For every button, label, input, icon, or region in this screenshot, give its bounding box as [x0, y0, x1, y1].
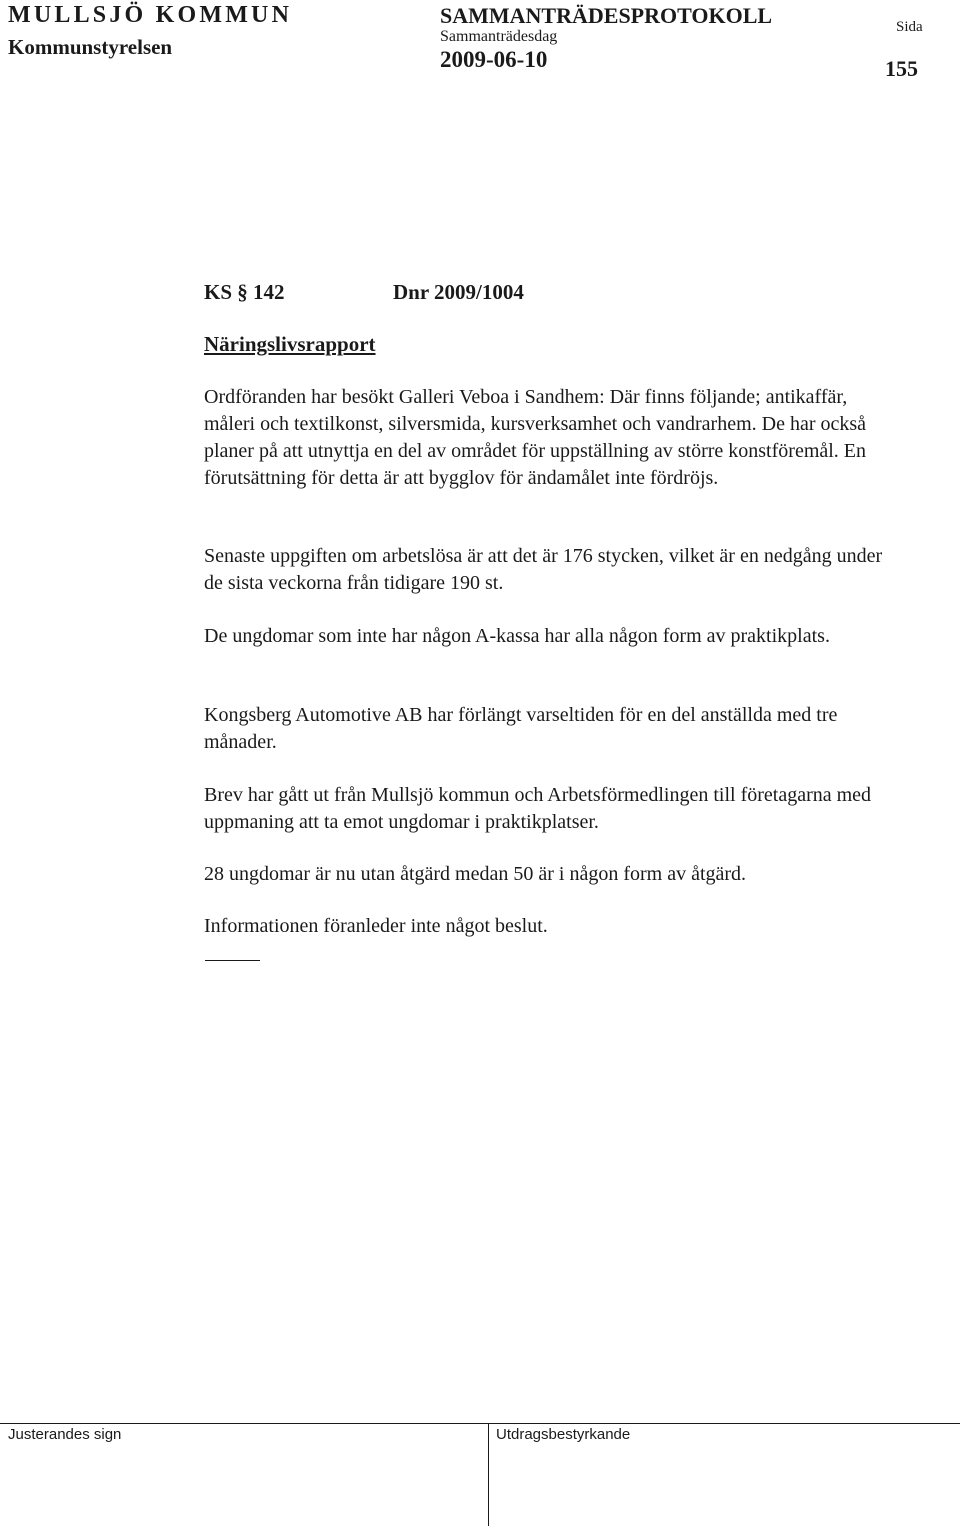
case-dnr: Dnr 2009/1004 — [393, 280, 524, 304]
paragraph: Ordföranden har besökt Galleri Veboa i Sandhem: Där finns följande; antikaffär, måleri och textilkonst, silversmida, kursverksamhet och vandrarhem. De har också planer på att utnyttja en del av området för uppställning av större konstföremål. En förutsättning för detta är att bygglov för ändamålet inte fördröjs. — [204, 386, 867, 489]
certification-label: Utdragsbestyrkande — [496, 1426, 631, 1443]
protocol-title: SAMMANTRÄDESPROTOKOLL — [440, 3, 773, 28]
meeting-date-label: Sammanträdesdag — [440, 28, 558, 45]
case-number: KS § 142 — [204, 280, 285, 304]
paragraph: Kongsberg Automotive AB har förlängt varseltiden för en del anställda med tre månader. — [204, 704, 838, 753]
paragraph: 28 ungdomar är nu utan åtgärd medan 50 är i någon form av åtgärd. — [204, 863, 747, 885]
footer-rule — [0, 1423, 960, 1424]
paragraph: Informationen föranleder inte något beslut. — [204, 915, 548, 937]
meeting-date: 2009-06-10 — [440, 47, 548, 72]
paragraph: Brev har gått ut från Mullsjö kommun och Arbetsförmedlingen till företagarna med uppmaning att ta emot ungdomar i praktikplatser. — [204, 784, 872, 833]
municipality-name: MULLSJÖ KOMMUN — [8, 2, 293, 28]
adjuster-signature-label: Justerandes sign — [8, 1426, 122, 1443]
page-number: 155 — [885, 56, 918, 81]
page-label: Sida — [896, 19, 923, 35]
case-title: Näringslivsrapport — [204, 332, 376, 356]
section-end-rule — [205, 960, 260, 961]
paragraph: Senaste uppgiften om arbetslösa är att det är 176 stycken, vilket är en nedgång under de sista veckorna från tidigare 190 st. — [204, 545, 883, 594]
board-name: Kommunstyrelsen — [8, 35, 173, 59]
footer-divider — [488, 1423, 489, 1526]
paragraph: De ungdomar som inte har någon A-kassa har alla någon form av praktikplats. — [204, 625, 830, 647]
